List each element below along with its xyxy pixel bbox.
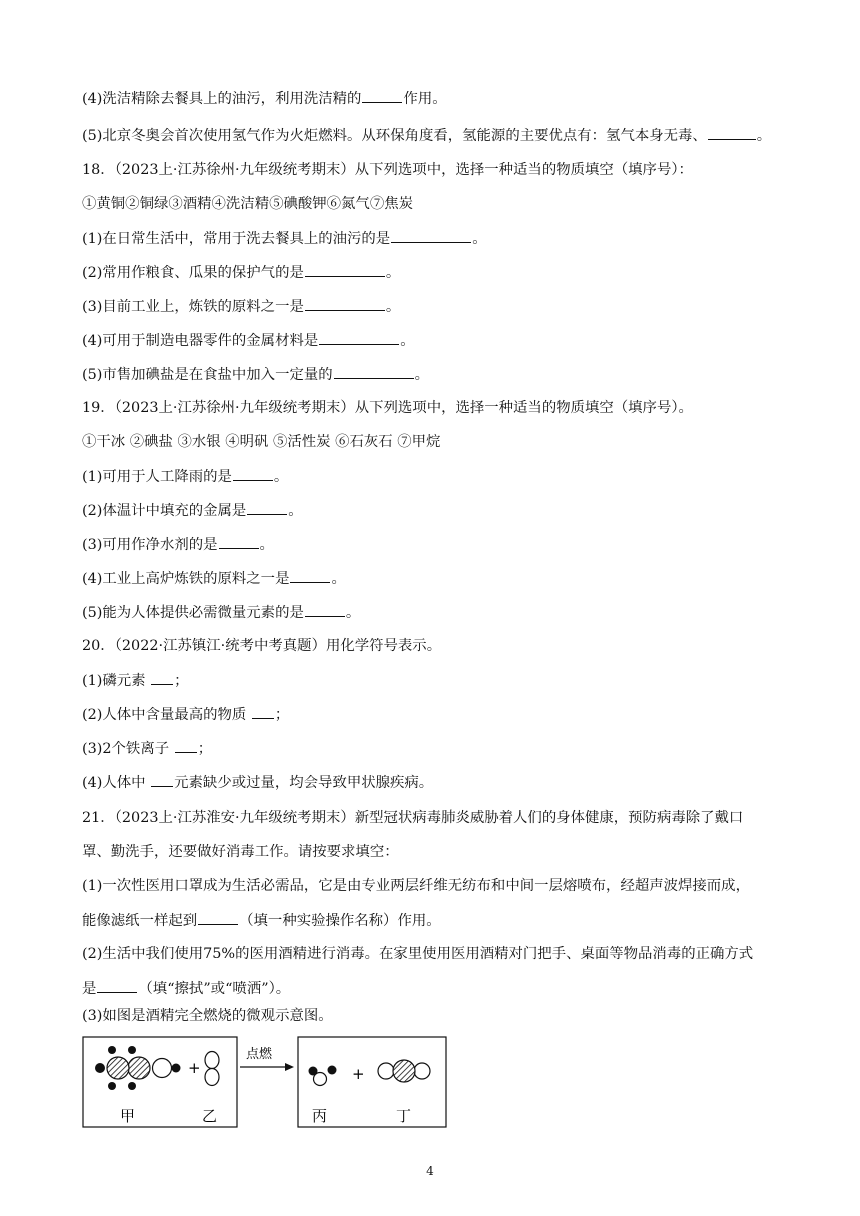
label-jia: 甲 bbox=[120, 1107, 136, 1125]
text-line: 罩、勤洗手，还要做好消毒工作。请按要求填空： bbox=[82, 844, 399, 860]
reaction-arrow-icon bbox=[240, 1063, 294, 1071]
answer-blank[interactable] bbox=[198, 910, 238, 925]
answer-blank[interactable] bbox=[219, 534, 259, 549]
text-line: (4)人体中 元素缺少或过量，均会导致甲状腺疾病。 bbox=[82, 772, 433, 793]
text-line: 能像滤纸一样起到 （填一种实验操作名称）作用。 bbox=[82, 910, 441, 931]
label-yi: 乙 bbox=[202, 1107, 218, 1125]
text-line: (4)洗洁精除去餐具上的油污，利用洗洁精的 作用。 bbox=[82, 88, 447, 109]
page-number: 4 bbox=[426, 1164, 434, 1178]
answer-blank[interactable] bbox=[97, 978, 137, 993]
answer-blank[interactable] bbox=[305, 296, 385, 311]
text-line: (3)2个铁离子 ； bbox=[82, 738, 212, 759]
answer-blank[interactable] bbox=[252, 704, 274, 719]
question-20-header: 20．（2022·江苏镇江·统考中考真题）用化学符号表示。 bbox=[82, 638, 442, 654]
label-ding: 丁 bbox=[396, 1107, 412, 1125]
text-line: (1)可用于人工降雨的是 。 bbox=[82, 466, 288, 487]
text-line: (4)工业上高炉炼铁的原料之一是 。 bbox=[82, 568, 346, 589]
label-bing: 丙 bbox=[312, 1107, 328, 1125]
text-line: (4)可用于制造电器零件的金属材料是 。 bbox=[82, 330, 415, 351]
text-line: (5)市售加碘盐是在食盐中加入一定量的 。 bbox=[82, 364, 429, 385]
text-line: (2)常用作粮食、瓜果的保护气的是 。 bbox=[82, 262, 400, 283]
answer-blank[interactable] bbox=[247, 500, 287, 515]
answer-blank[interactable] bbox=[151, 772, 173, 787]
text-line: (2)人体中含量最高的物质 ； bbox=[82, 704, 289, 725]
text-line: (1)磷元素 ； bbox=[82, 670, 189, 691]
option-list: ①黄铜②铜绿③酒精④洗洁精⑤碘酸钾⑥氮气⑦焦炭 bbox=[82, 196, 413, 212]
answer-blank[interactable] bbox=[391, 228, 471, 243]
answer-blank[interactable] bbox=[708, 125, 756, 140]
plus-sign: + bbox=[352, 1065, 365, 1083]
option-list: ①干冰 ②碘盐 ③水银 ④明矾 ⑤活性炭 ⑥石灰石 ⑦甲烷 bbox=[82, 434, 441, 450]
text-line: (1)在日常生活中，常用于洗去餐具上的油污的是 。 bbox=[82, 228, 487, 249]
combustion-diagram bbox=[82, 1036, 448, 1128]
text-line: (5)北京冬奥会首次使用氢气作为火炬燃料。从环保角度看，氢能源的主要优点有：氢气本身无毒、 。 bbox=[82, 125, 771, 146]
text-line: (3)如图是酒精完全燃烧的微观示意图。 bbox=[82, 1008, 333, 1024]
answer-blank[interactable] bbox=[233, 466, 273, 481]
question-19-header: 19．（2023上·江苏徐州·九年级统考期末）从下列选项中，选择一种适当的物质填空（填序号）。 bbox=[82, 400, 693, 416]
answer-blank[interactable] bbox=[151, 670, 173, 685]
question-21-header: 21．（2023上·江苏淮安·九年级统考期末）新型冠状病毒肺炎威胁着人们的身体健康，预防病毒除了戴口 bbox=[82, 810, 744, 826]
text-line: (2)生活中我们使用75%的医用酒精进行消毒。在家里使用医用酒精对门把手、桌面等物品消毒的正确方式 bbox=[82, 946, 754, 962]
text-line: (3)可用作净水剂的是 。 bbox=[82, 534, 274, 555]
text-line: (2)体温计中填充的金属是 。 bbox=[82, 500, 303, 521]
plus-sign: + bbox=[188, 1059, 201, 1077]
answer-blank[interactable] bbox=[290, 568, 330, 583]
answer-blank[interactable] bbox=[305, 602, 345, 617]
answer-blank[interactable] bbox=[305, 262, 385, 277]
carbon-dioxide-molecule bbox=[378, 1060, 430, 1082]
answer-blank[interactable] bbox=[334, 364, 414, 379]
text-line: 是 （填“擦拭”或“喷洒”）。 bbox=[82, 978, 290, 999]
text-line: (5)能为人体提供必需微量元素的是 。 bbox=[82, 602, 360, 623]
text-line: (1)一次性医用口罩成为生活必需品，它是由专业两层纤维无纺布和中间一层熔喷布，经超声波焊接而成， bbox=[82, 878, 750, 894]
answer-blank[interactable] bbox=[319, 330, 399, 345]
answer-blank[interactable] bbox=[175, 738, 197, 753]
text-line: (3)目前工业上，炼铁的原料之一是 。 bbox=[82, 296, 400, 317]
question-18-header: 18．（2023上·江苏徐州·九年级统考期末）从下列选项中，选择一种适当的物质填空（填序号）： bbox=[82, 162, 693, 178]
answer-blank[interactable] bbox=[362, 88, 402, 103]
reaction-condition: 点燃 bbox=[246, 1047, 273, 1062]
